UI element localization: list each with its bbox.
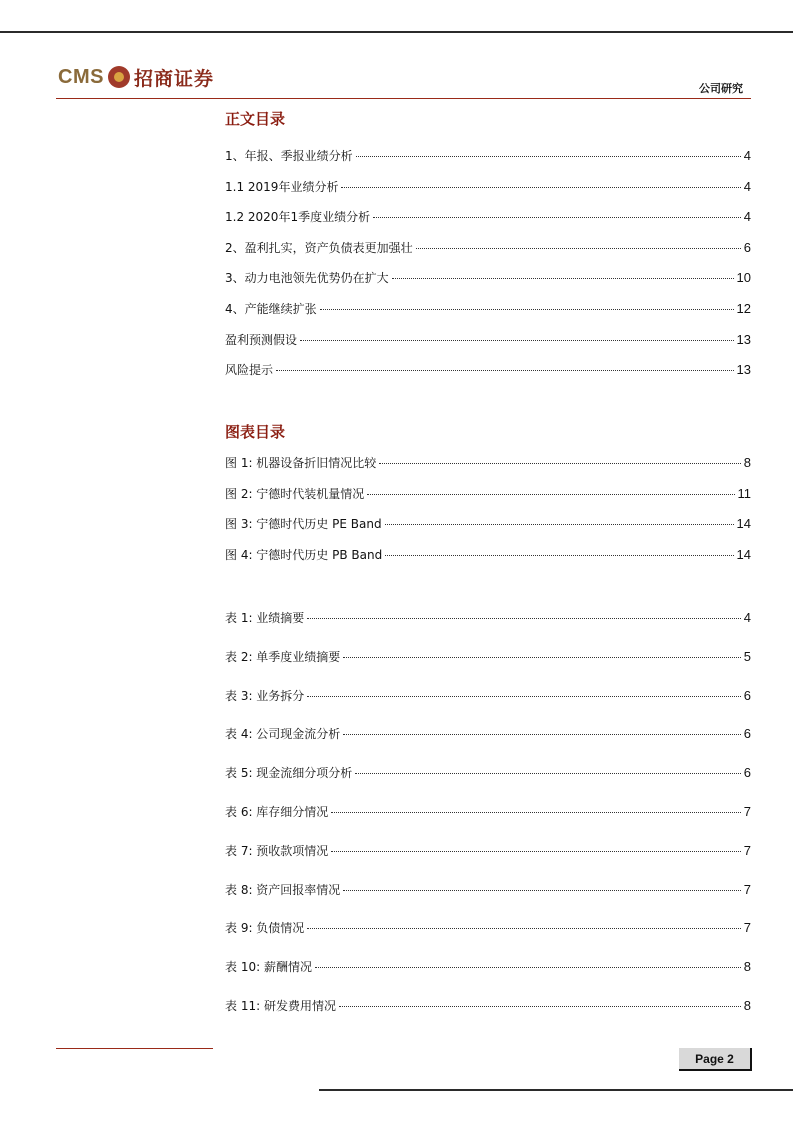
toc-entry-label: 2、盈利扎实，资产负债表更加强壮	[225, 240, 413, 255]
toc-entry-page: 7	[743, 842, 751, 858]
toc-entry[interactable]	[225, 610, 751, 626]
toc-leader-dots	[367, 494, 734, 495]
toc-leader-dots	[307, 928, 740, 929]
toc-entry-page: 8	[743, 959, 751, 975]
toc-entry-label: 表 8: 资产回报率情况	[225, 882, 341, 897]
toc-entry[interactable]	[225, 547, 751, 563]
toc-entry-page: 5	[743, 648, 751, 664]
toc-leader-dots	[343, 890, 740, 891]
toc-entry-page: 14	[736, 547, 751, 563]
toc-entry-label: 表 9: 负债情况	[225, 921, 305, 936]
toc-entry-page: 14	[736, 516, 751, 532]
logo-latin-text: CMS	[58, 65, 104, 88]
toc-entry-label: 表 1: 业绩摘要	[225, 611, 305, 625]
toc-entry-label: 1.2 2020年1季度业绩分析	[225, 210, 371, 225]
toc-leader-dots	[341, 187, 740, 188]
toc-entry-page: 11	[737, 485, 751, 501]
text-toc-title: 正文目录	[225, 110, 286, 128]
toc-entry-page: 13	[736, 362, 751, 378]
toc-entry-page: 6	[743, 765, 751, 781]
toc-entry[interactable]	[225, 240, 751, 256]
logo-chinese-text: 招商证券	[133, 67, 214, 90]
toc-entry[interactable]	[225, 726, 751, 742]
toc-entry-label: 图 3: 宁德时代历史 PE Band	[225, 517, 382, 532]
toc-entry[interactable]	[225, 270, 751, 286]
toc-leader-dots	[355, 773, 740, 774]
toc-leader-dots	[373, 217, 741, 218]
toc-entry-label: 表 3: 业务拆分	[225, 688, 305, 703]
toc-entry-page: 8	[743, 455, 751, 470]
toc-entry[interactable]	[225, 959, 751, 975]
toc-entry-label: 表 10: 薪酬情况	[225, 960, 312, 975]
toc-entry-page: 4	[743, 610, 751, 625]
footnote-rule	[56, 1048, 213, 1049]
toc-entry-page: 4	[743, 178, 751, 194]
toc-entry-page: 6	[743, 726, 751, 742]
toc-entry[interactable]	[225, 649, 751, 665]
toc-leader-dots	[416, 248, 741, 249]
toc-entry-page: 10	[736, 270, 751, 286]
toc-leader-dots	[307, 696, 740, 697]
page-number-box: Page 2	[679, 1048, 752, 1071]
toc-entry[interactable]	[225, 486, 751, 502]
toc-entry-page: 6	[743, 687, 751, 703]
toc-entry-page: 4	[743, 209, 751, 225]
toc-entry-label: 1、年报、季报业绩分析	[225, 149, 353, 163]
figure-toc-title: 图表目录	[225, 423, 286, 441]
toc-entry-label: 图 1: 机器设备折旧情况比较	[225, 456, 377, 470]
toc-leader-dots	[385, 555, 733, 556]
toc-leader-dots	[356, 156, 741, 157]
top-rule	[0, 31, 793, 33]
toc-entry-page: 7	[743, 881, 751, 897]
logo-mark-icon	[108, 66, 130, 88]
toc-leader-dots	[343, 734, 740, 735]
header-rule	[56, 98, 751, 99]
toc-entry[interactable]	[225, 209, 751, 225]
toc-leader-dots	[320, 309, 734, 310]
toc-entry-page: 8	[743, 998, 751, 1013]
toc-leader-dots	[385, 524, 734, 525]
toc-entry[interactable]	[225, 179, 751, 195]
toc-entry[interactable]	[225, 148, 751, 164]
toc-entry[interactable]	[225, 516, 751, 532]
toc-leader-dots	[300, 340, 734, 341]
toc-entry-label: 表 2: 单季度业绩摘要	[225, 649, 341, 664]
toc-entry-label: 表 6: 库存细分情况	[225, 805, 329, 819]
toc-leader-dots	[315, 967, 741, 968]
toc-leader-dots	[379, 463, 740, 464]
toc-entry-label: 表 7: 预收款项情况	[225, 843, 329, 858]
toc-entry[interactable]	[225, 882, 751, 898]
toc-entry-label: 3、动力电池领先优势仍在扩大	[225, 271, 389, 286]
toc-leader-dots	[276, 370, 734, 371]
toc-leader-dots	[307, 618, 740, 619]
toc-entry[interactable]	[225, 998, 751, 1014]
toc-entry-page: 7	[743, 804, 751, 819]
toc-entry-page: 4	[743, 148, 751, 163]
toc-entry[interactable]	[225, 843, 751, 859]
toc-entry[interactable]	[225, 688, 751, 704]
toc-entry-page: 6	[743, 239, 751, 255]
toc-leader-dots	[331, 812, 740, 813]
toc-entry[interactable]	[225, 765, 751, 781]
company-logo	[58, 62, 214, 92]
toc-entry-page: 13	[736, 331, 751, 347]
toc-entry[interactable]	[225, 332, 751, 348]
toc-entry[interactable]	[225, 920, 751, 936]
toc-leader-dots	[331, 851, 740, 852]
toc-entry-label: 4、产能继续扩张	[225, 302, 317, 316]
toc-entry[interactable]	[225, 362, 751, 378]
toc-entry[interactable]	[225, 301, 751, 317]
toc-entry-label: 1.1 2019年业绩分析	[225, 179, 339, 194]
toc-entry-label: 图 4: 宁德时代历史 PB Band	[225, 548, 383, 563]
toc-leader-dots	[392, 278, 734, 279]
toc-entry[interactable]	[225, 804, 751, 820]
report-type-label: 公司研究	[699, 82, 743, 95]
toc-entry-label: 表 4: 公司现金流分析	[225, 727, 341, 742]
toc-entry-label: 表 5: 现金流细分项分析	[225, 766, 353, 781]
toc-entry-label: 图 2: 宁德时代装机量情况	[225, 486, 365, 501]
toc-leader-dots	[339, 1006, 741, 1007]
toc-leader-dots	[343, 657, 740, 658]
toc-entry-label: 表 11: 研发费用情况	[225, 999, 336, 1013]
toc-entry[interactable]	[225, 455, 751, 471]
toc-entry-label: 盈利预测假设	[225, 332, 298, 347]
bottom-rule	[319, 1089, 793, 1091]
toc-entry-page: 12	[736, 301, 751, 316]
toc-entry-label: 风险提示	[225, 363, 274, 378]
toc-entry-page: 7	[743, 920, 751, 936]
